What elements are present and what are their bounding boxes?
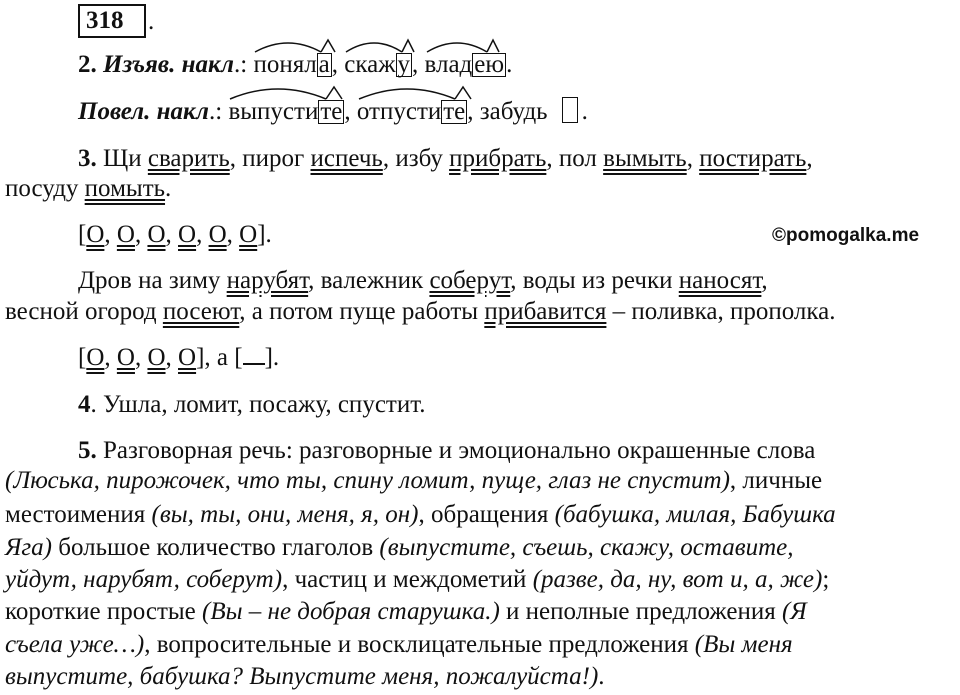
predicate: нарубят	[226, 267, 309, 294]
text: ;	[822, 566, 830, 593]
p6-line-1	[78, 436, 815, 466]
text: ,	[686, 145, 700, 172]
predicate-symbol: О	[86, 221, 105, 248]
item-number: 5.	[78, 437, 97, 464]
p5-line	[78, 390, 426, 420]
exercise-number-dot: .	[148, 8, 155, 35]
text: , а потом пуще работы	[239, 298, 485, 325]
predicate-symbol: О	[147, 344, 166, 371]
verb-morpheme-3	[425, 50, 507, 80]
verb-morpheme-1	[253, 50, 331, 80]
predicate: прибрать	[449, 145, 547, 172]
comma: ,	[331, 51, 345, 78]
bracket: [	[78, 344, 87, 371]
bracket: [	[78, 221, 87, 248]
text: – поливка, прополка.	[606, 298, 836, 325]
text: , валежник	[308, 267, 430, 294]
p6-line-8	[5, 662, 605, 692]
text: .	[598, 663, 605, 690]
stem-arc	[228, 83, 358, 103]
example-text: (разве, да, ну, вот и, а, же)	[532, 566, 823, 593]
example-text: (выпустите, съешь, скажу, оставите,	[379, 534, 794, 561]
text: Разговорная речь: разговорные и эмоционально окрашенные слова	[96, 437, 816, 464]
text: . Ушла, ломит, посажу, спустит.	[90, 391, 426, 418]
stem-arc	[344, 36, 424, 56]
stem-arc	[357, 83, 487, 103]
example-text: (Вы – не добрая старушка.)	[202, 598, 500, 625]
text: весной огород	[5, 298, 163, 325]
p6-line-4	[5, 533, 794, 563]
verb-ending: ею	[474, 51, 505, 78]
predicate-symbol: О	[86, 344, 105, 371]
predicate-symbol: О	[116, 221, 135, 248]
bracket: ], а [	[196, 344, 243, 371]
watermark: ©pomogalka.me	[772, 225, 920, 246]
text: посуду	[5, 175, 85, 202]
predicate-symbol: О	[116, 344, 135, 371]
comma: ,	[134, 221, 148, 248]
predicate: постирать	[699, 145, 807, 172]
indicative-label: Изъяв. накл	[103, 51, 234, 78]
comma: ,	[165, 344, 179, 371]
p6-line-7	[5, 630, 793, 660]
predicate-symbol: О	[178, 344, 197, 371]
item-number: 3.	[78, 145, 97, 172]
text: большое количество глаголов	[52, 534, 380, 561]
period: .	[581, 98, 588, 125]
imperative-label: Повел. накл	[78, 98, 209, 125]
text: , обращения	[418, 501, 555, 528]
verb-stem: отпусти	[356, 98, 442, 125]
exercise-number-box	[78, 4, 146, 38]
item-number: 4	[78, 391, 91, 418]
verb-ending: те	[320, 98, 343, 125]
predicate: посеют	[162, 298, 240, 325]
predicate-symbol: О	[239, 221, 258, 248]
comma: ,	[226, 221, 240, 248]
p3-line-1	[78, 144, 813, 174]
exercise-number: 318	[86, 7, 124, 34]
verb-ending: а	[318, 51, 330, 78]
predicate: вымыть	[603, 145, 687, 172]
text: ,	[761, 267, 768, 294]
text: короткие простые	[5, 598, 203, 625]
text: , пол	[546, 145, 604, 172]
p6-line-3	[5, 500, 836, 530]
text: местоимения	[5, 501, 152, 528]
bracket: ].	[264, 344, 280, 371]
indicative-line	[78, 50, 512, 80]
example-text: съела уже…)	[5, 631, 145, 658]
predicate: соберут	[429, 267, 511, 294]
comma: ,	[196, 221, 209, 248]
scheme-1	[78, 220, 272, 250]
example-text: выпустите, бабушка? Выпустите меня, пожалуйста!)	[5, 663, 599, 690]
example-text: (Люська, пирожочек, что ты, спину ломит, пуще, глаз не спустит)	[5, 467, 730, 494]
example-text: (Я	[781, 598, 807, 625]
comma: ,	[104, 344, 117, 371]
predicate: прибавится	[484, 298, 607, 325]
comma: ,	[165, 221, 179, 248]
separator: .:	[209, 98, 229, 125]
separator: .:	[233, 51, 254, 78]
text: , вопросительные и восклицательные предложения	[144, 631, 695, 658]
comma: ,	[467, 98, 480, 125]
example-text: (Вы меня	[694, 631, 793, 658]
scheme-2	[78, 343, 279, 373]
text: , частиц и междометий	[282, 566, 533, 593]
text: и неполные предложения	[499, 598, 782, 625]
verb-stem: понял	[253, 51, 317, 78]
p4-line-1	[78, 266, 768, 296]
text: .	[165, 175, 172, 202]
p3-line-2	[5, 174, 171, 204]
blank-predicate	[243, 345, 265, 365]
verb-ending: те	[443, 98, 466, 125]
comma: ,	[134, 344, 148, 371]
predicate: сварить	[147, 145, 230, 172]
predicate: наносят	[678, 267, 762, 294]
stem-arc	[253, 36, 343, 56]
verb-stem: скаж	[344, 51, 396, 78]
text: Дров на зиму	[78, 267, 227, 294]
bracket: ].	[257, 221, 272, 248]
text: , личные	[729, 467, 823, 494]
comma: ,	[412, 51, 425, 78]
text: ,	[806, 145, 813, 172]
stem-arc	[425, 36, 515, 56]
text: , воды из речки	[510, 267, 679, 294]
verb-morpheme-4	[228, 97, 344, 127]
example-text: уйдут, нарубят, соберут)	[5, 566, 283, 593]
text: , избу	[382, 145, 450, 172]
verb-morpheme-2	[344, 50, 412, 80]
p4-line-2	[5, 297, 836, 327]
p6-line-5	[5, 565, 829, 595]
comma: ,	[344, 98, 357, 125]
period: .	[506, 51, 513, 78]
predicate-symbol: О	[147, 221, 166, 248]
text: , пирог	[229, 145, 311, 172]
text: Щи	[96, 145, 148, 172]
verb-stem: влад	[424, 51, 473, 78]
predicate-symbol: О	[208, 221, 227, 248]
example-text: Яга)	[5, 534, 53, 561]
predicate: помыть	[84, 175, 166, 202]
verb-stem: выпусти	[228, 98, 319, 125]
verb-ending: у	[397, 51, 411, 78]
example-text: (вы, ты, они, меня, я, он)	[151, 501, 419, 528]
item-number: 2.	[78, 51, 97, 78]
imperative-line	[78, 97, 588, 127]
predicate-symbol: О	[178, 221, 197, 248]
comma: ,	[104, 221, 117, 248]
predicate: испечь	[310, 145, 383, 172]
verb-morpheme-5	[357, 97, 467, 127]
zero-ending-box	[562, 97, 578, 123]
verb-word: забудь	[479, 98, 548, 125]
p6-line-2	[5, 466, 822, 496]
example-text: (бабушка, милая, Бабушка	[554, 501, 836, 528]
p6-line-6	[5, 597, 807, 627]
